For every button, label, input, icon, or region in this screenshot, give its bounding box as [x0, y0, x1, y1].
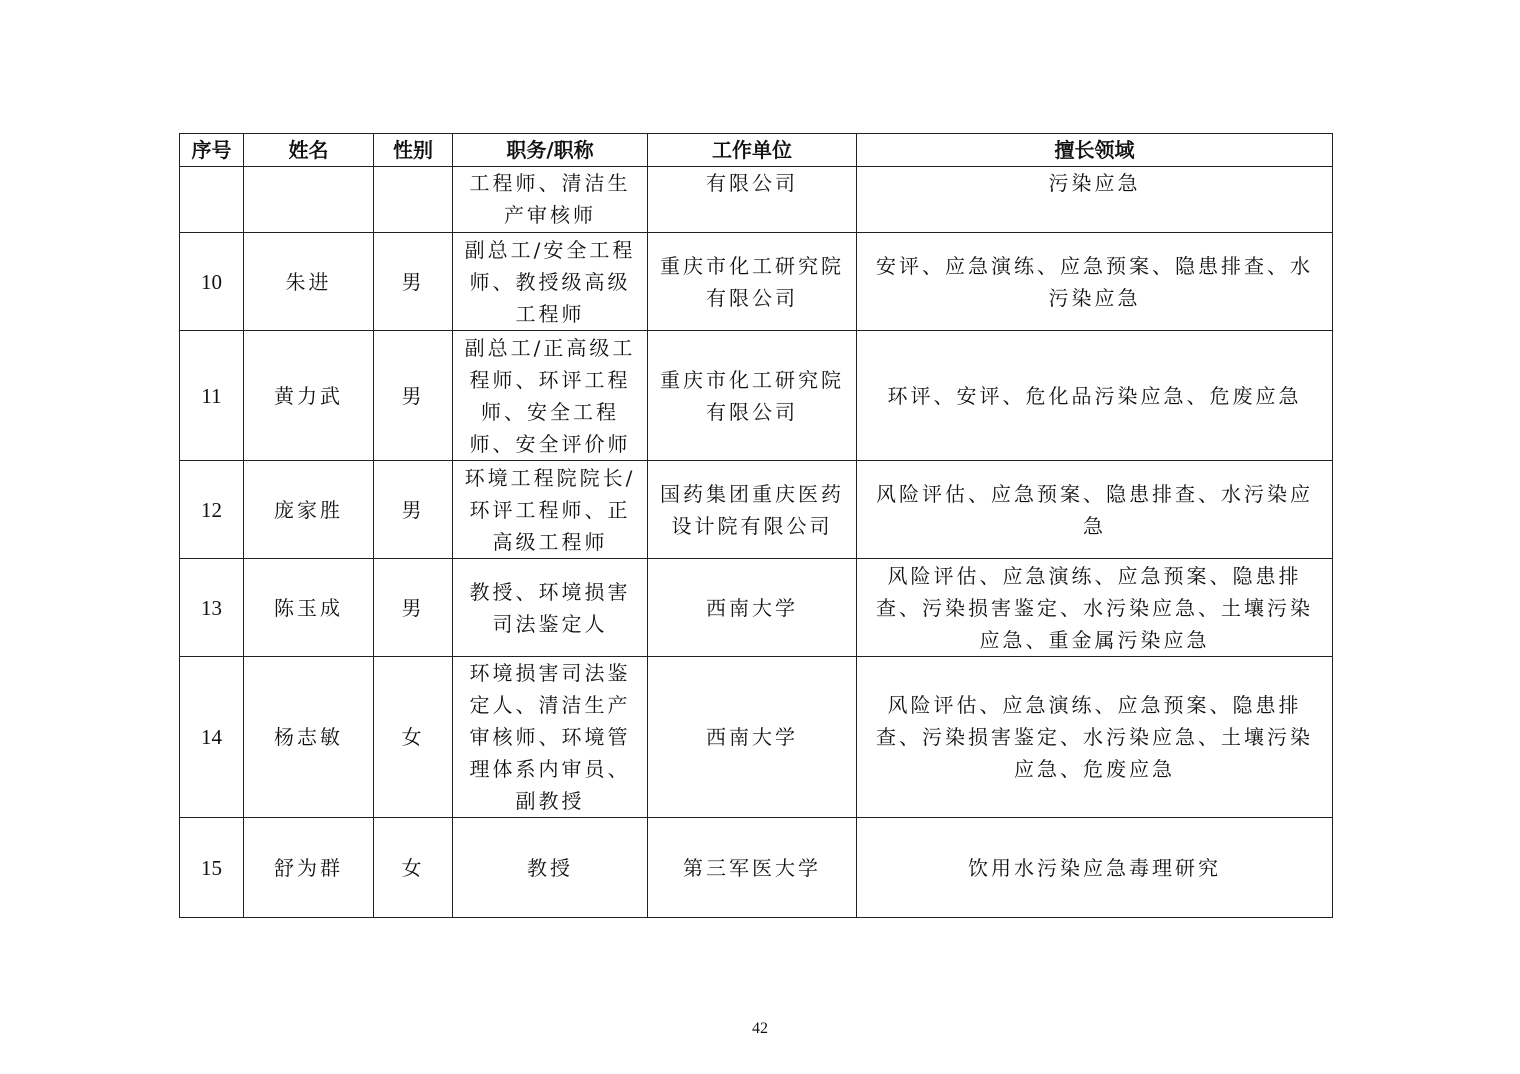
cell-title: 副总工/安全工程师、教授级高级工程师	[453, 233, 648, 331]
cell-unit: 重庆市化工研究院有限公司	[648, 331, 857, 461]
cell-gender: 女	[374, 657, 453, 818]
cell-unit: 国药集团重庆医药设计院有限公司	[648, 461, 857, 559]
cell-name: 杨志敏	[244, 657, 374, 818]
cell-field: 环评、安评、危化品污染应急、危废应急	[857, 331, 1333, 461]
cell-gender: 男	[374, 233, 453, 331]
cell-unit: 西南大学	[648, 657, 857, 818]
table-row	[180, 818, 1333, 918]
cell-number: 12	[180, 461, 244, 559]
cell-title: 环境工程院院长/环评工程师、正高级工程师	[453, 461, 648, 559]
cell-field: 安评、应急演练、应急预案、隐患排查、水污染应急	[857, 233, 1333, 331]
cell-title: 环境损害司法鉴定人、清洁生产审核师、环境管理体系内审员、副教授	[453, 657, 648, 818]
cell-number	[180, 167, 244, 233]
cell-field: 风险评估、应急演练、应急预案、隐患排查、污染损害鉴定、水污染应急、土壤污染应急、危废应急	[857, 657, 1333, 818]
cell-unit: 重庆市化工研究院有限公司	[648, 233, 857, 331]
cell-gender: 男	[374, 559, 453, 657]
header-gender: 性别	[374, 134, 453, 167]
cell-gender: 女	[374, 818, 453, 918]
cell-name	[244, 167, 374, 233]
cell-gender: 男	[374, 461, 453, 559]
cell-unit: 有限公司	[648, 167, 857, 233]
cell-title: 工程师、清洁生产审核师	[453, 167, 648, 233]
table-row	[180, 167, 1333, 233]
cell-field: 风险评估、应急预案、隐患排查、水污染应急	[857, 461, 1333, 559]
cell-unit: 第三军医大学	[648, 818, 857, 918]
cell-name: 朱进	[244, 233, 374, 331]
cell-name: 黄力武	[244, 331, 374, 461]
cell-number: 15	[180, 818, 244, 918]
table-row	[180, 233, 1333, 331]
cell-name: 舒为群	[244, 818, 374, 918]
table-row	[180, 331, 1333, 461]
page-number: 42	[752, 1020, 768, 1037]
cell-name: 陈玉成	[244, 559, 374, 657]
cell-field: 风险评估、应急演练、应急预案、隐患排查、污染损害鉴定、水污染应急、土壤污染应急、重金属污染应急	[857, 559, 1333, 657]
expert-table	[179, 133, 1333, 918]
table-row	[180, 657, 1333, 818]
cell-number: 10	[180, 233, 244, 331]
header-number: 序号	[180, 134, 244, 167]
table-row	[180, 461, 1333, 559]
table-header-row	[180, 134, 1333, 167]
cell-gender	[374, 167, 453, 233]
header-field: 擅长领域	[857, 134, 1333, 167]
cell-gender: 男	[374, 331, 453, 461]
cell-number: 11	[180, 331, 244, 461]
cell-title: 教授	[453, 818, 648, 918]
cell-title: 教授、环境损害司法鉴定人	[453, 559, 648, 657]
cell-field: 饮用水污染应急毒理研究	[857, 818, 1333, 918]
table-row	[180, 559, 1333, 657]
cell-title: 副总工/正高级工程师、环评工程师、安全工程师、安全评价师	[453, 331, 648, 461]
header-title: 职务/职称	[453, 134, 648, 167]
cell-name: 庞家胜	[244, 461, 374, 559]
cell-unit: 西南大学	[648, 559, 857, 657]
header-unit: 工作单位	[648, 134, 857, 167]
cell-number: 14	[180, 657, 244, 818]
cell-field: 污染应急	[857, 167, 1333, 233]
header-name: 姓名	[244, 134, 374, 167]
cell-number: 13	[180, 559, 244, 657]
